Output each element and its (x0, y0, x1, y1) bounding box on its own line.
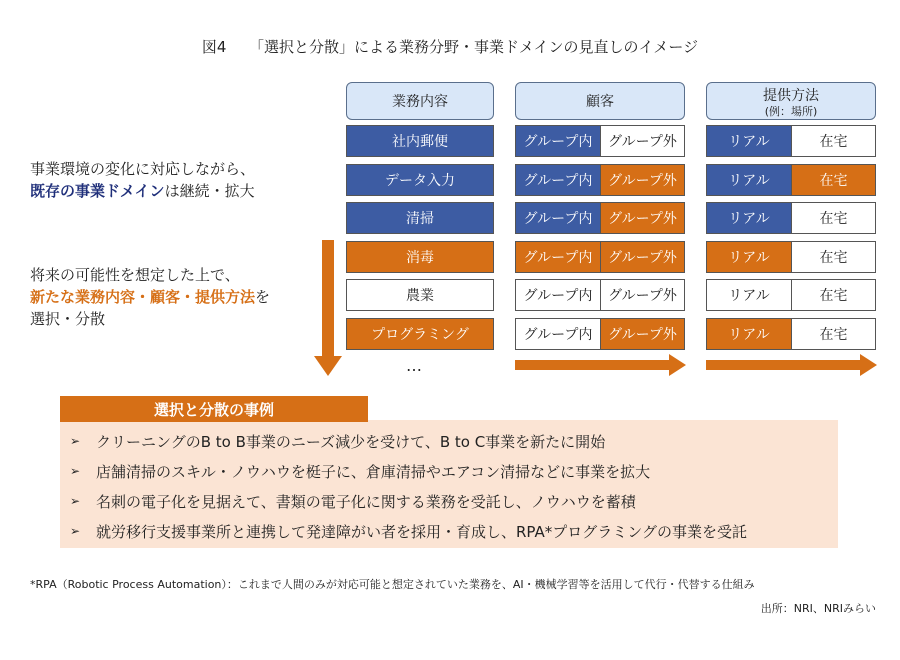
customer-group-out: グループ外 (600, 319, 684, 349)
new-line2 (30, 286, 330, 308)
customer-group-in: グループ内 (516, 126, 600, 156)
example-text: クリーニングのB to B事業のニーズ減少を受けて、B to C事業を新たに開始 (96, 432, 606, 451)
header-customer-label: 顧客 (586, 94, 614, 110)
customer-group-in: グループ内 (516, 203, 600, 233)
method-remote: 在宅 (791, 242, 875, 272)
existing-line2 (30, 180, 330, 202)
business-cell: 消毒 (346, 241, 494, 273)
new-domain-text (30, 264, 330, 330)
new-line1: 将来の可能性を想定した上で、 (30, 266, 240, 284)
method-remote: 在宅 (791, 165, 875, 195)
new-line3: 選択・分散 (30, 310, 106, 328)
method-remote: 在宅 (791, 126, 875, 156)
example-text: 名刺の電子化を見据えて、書類の電子化に関する業務を受託し、ノウハウを蓄積 (96, 492, 636, 511)
examples-list (70, 426, 830, 546)
example-item (70, 426, 830, 456)
method-real: リアル (707, 203, 791, 233)
customer-group-out: グループ外 (600, 242, 684, 272)
business-cell: 農業 (346, 279, 494, 311)
customer-group-out: グループ外 (600, 280, 684, 310)
method-real: リアル (707, 319, 791, 349)
customer-group-in: グループ内 (516, 242, 600, 272)
method-remote: 在宅 (791, 203, 875, 233)
business-cell: プログラミング (346, 318, 494, 350)
customer-group-in: グループ内 (516, 319, 600, 349)
customer-group-out: グループ外 (600, 203, 684, 233)
customer-right-arrow (515, 354, 686, 376)
example-item (70, 456, 830, 486)
footnote: *RPA（Robotic Process Automation）：これまで人間のみが対応可能と想定されていた業務を、AI・機械学習等を活用して代行・代替する仕組み (30, 578, 755, 591)
new-highlight: 新たな業務内容・顧客・提供方法 (30, 288, 256, 306)
existing-line1: 事業環境の変化に対応しながら、 (30, 160, 256, 178)
new-rest: を (255, 288, 271, 306)
header-method-label: 提供方法 (763, 87, 819, 104)
ellipsis: … (406, 356, 422, 375)
examples-title: 選択と分散の事例 (60, 396, 368, 422)
bullet-arrow-icon: ➢ (70, 464, 81, 478)
method-real: リアル (707, 280, 791, 310)
example-text: 就労移行支援事業所と連携して発達障がい者を採用・育成し、RPA*プログラミングの事業を受託 (96, 522, 747, 541)
existing-highlight: 既存の事業ドメイン (30, 182, 165, 200)
bullet-arrow-icon: ➢ (70, 434, 81, 448)
method-real: リアル (707, 242, 791, 272)
header-method-sublabel: (例：場所) (764, 104, 818, 118)
customer-group-in: グループ内 (516, 165, 600, 195)
method-remote: 在宅 (791, 280, 875, 310)
customer-group-out: グループ外 (600, 165, 684, 195)
customer-group-in: グループ内 (516, 280, 600, 310)
method-real: リアル (707, 126, 791, 156)
source: 出所：NRI、NRIみらい (760, 602, 876, 615)
example-text: 店舗清掃のスキル・ノウハウを梃子に、倉庫清掃やエアコン清掃などに事業を拡大 (96, 462, 651, 481)
customer-group-out: グループ外 (600, 126, 684, 156)
existing-rest: は継続・拡大 (164, 182, 255, 200)
method-right-arrow (706, 354, 877, 376)
business-cell: データ入力 (346, 164, 494, 196)
bullet-arrow-icon: ➢ (70, 494, 81, 508)
existing-domain-text (30, 158, 330, 202)
business-cell: 清掃 (346, 202, 494, 234)
bullet-arrow-icon: ➢ (70, 524, 81, 538)
method-remote: 在宅 (791, 319, 875, 349)
method-real: リアル (707, 165, 791, 195)
header-business-label: 業務内容 (392, 94, 448, 110)
example-item (70, 516, 830, 546)
example-item (70, 486, 830, 516)
business-cell: 社内郵便 (346, 125, 494, 157)
figure-title: 図4 「選択と分散」による業務分野・事業ドメインの見直しのイメージ (201, 38, 699, 56)
